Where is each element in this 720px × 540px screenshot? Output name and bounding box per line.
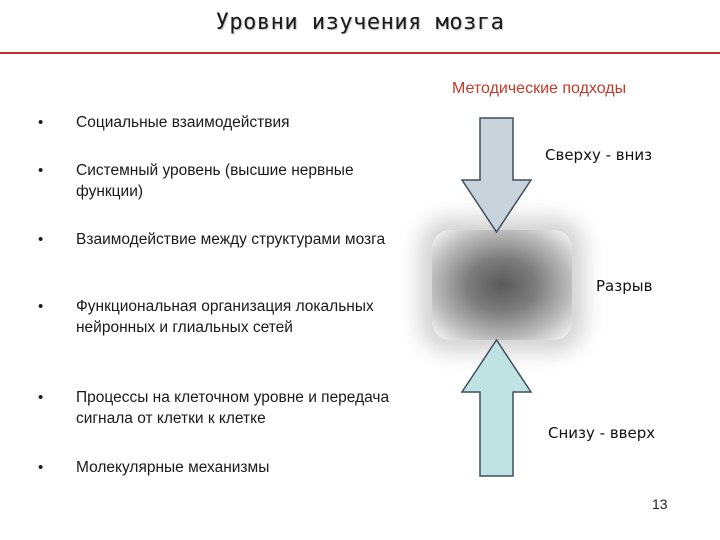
level-text: Взаимодействие между структурами мозга [76,231,386,248]
approaches-heading: Методические подходы [452,80,627,97]
down-arrow-icon [462,118,531,232]
level-text: Процессы на клеточном уровне и передача сигнала от клетки к клетке [76,389,390,427]
up-arrow-icon [462,340,531,476]
bullet-marker: • [38,459,44,476]
level-text: Системный уровень (высшие нервные функции) [76,162,354,200]
bullet-marker: • [38,114,44,131]
bullet-marker: • [38,162,44,179]
level-text: Молекулярные механизмы [76,459,270,476]
bullet-marker: • [38,231,44,248]
bottom-up-label: Снизу - вверх [548,424,656,442]
level-text: Социальные взаимодействия [76,114,290,131]
bullet-marker: • [38,389,44,406]
gap-label: Разрыв [596,277,653,295]
page-number: 13 [652,496,668,512]
bullet-marker: • [38,298,44,315]
level-text: Функциональная организация локальных нейронных и глиальных сетей [76,298,374,336]
top-down-label: Сверху - вниз [545,146,653,164]
slide-title: Уровни изучения мозга [215,10,505,35]
